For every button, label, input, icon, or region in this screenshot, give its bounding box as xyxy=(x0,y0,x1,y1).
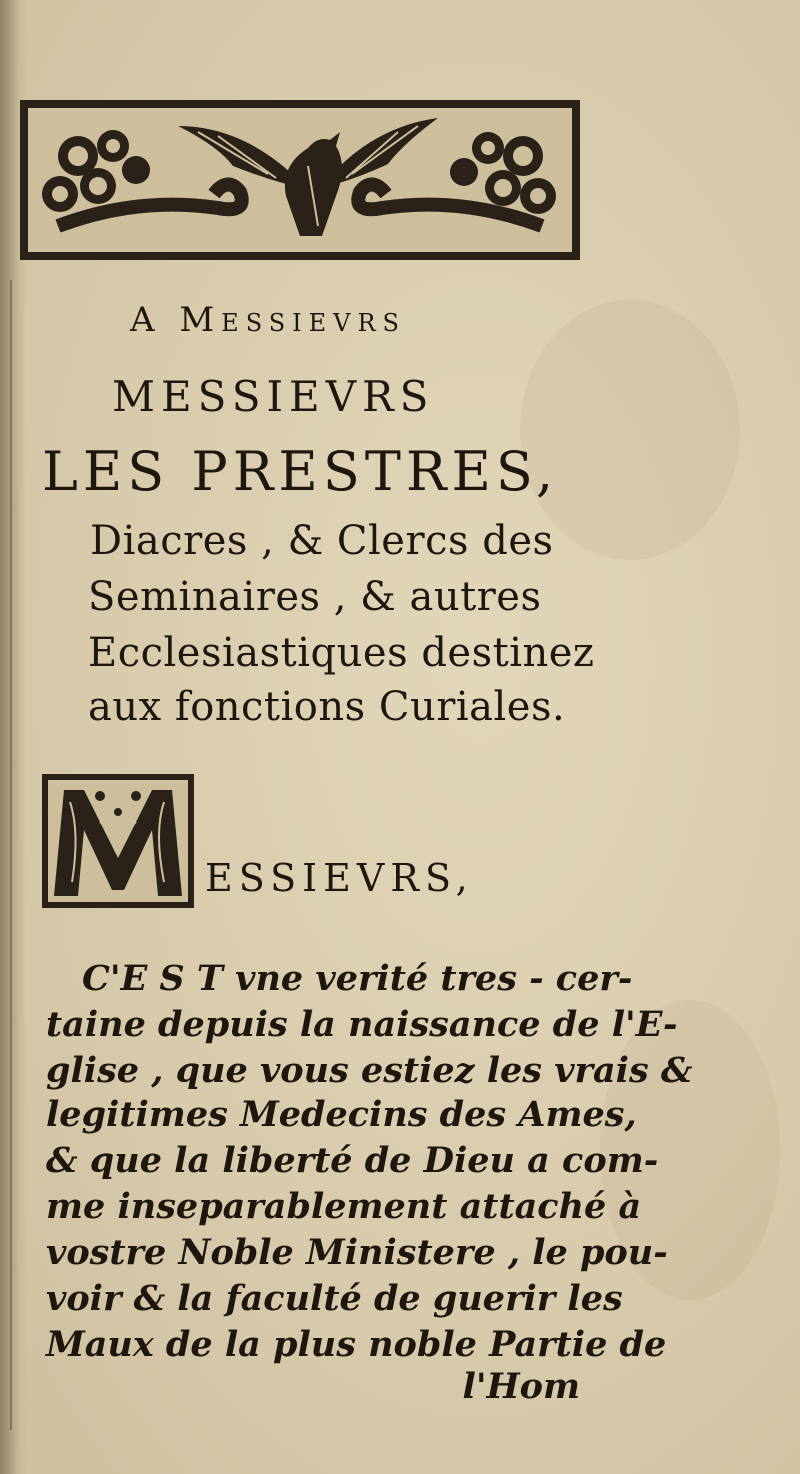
dedication-line: Ecclesiastiques destinez xyxy=(88,630,595,676)
body-line: C'E S T vne verité tres - cer- xyxy=(82,958,633,999)
body-line: voir & la faculté de guerir les xyxy=(46,1278,623,1319)
body-line: me inseparablement attaché à xyxy=(46,1186,642,1227)
catchword: l'Hom xyxy=(462,1366,580,1407)
dedication-line: Diacres , & Clercs des xyxy=(90,518,554,564)
body-line: & que la liberté de Dieu a com- xyxy=(46,1140,659,1181)
heading-messieurs: MESSIEVRS xyxy=(112,372,435,421)
body-line: legitimes Medecins des Ames, xyxy=(46,1094,637,1135)
body-line: glise , que vous estiez les vrais & xyxy=(46,1050,693,1091)
salutation: ESSIEVRS, xyxy=(205,856,474,900)
body-line: vostre Noble Ministere , le pou- xyxy=(46,1232,668,1273)
body-line: Maux de la plus noble Partie de xyxy=(46,1324,667,1365)
dedication-line: Seminaires , & autres xyxy=(88,574,542,620)
heading-a-messieurs: A Messievrs xyxy=(130,300,406,340)
gutter-shadow xyxy=(10,280,12,1430)
dedication-line: aux fonctions Curiales. xyxy=(88,684,566,730)
body-line: taine depuis la naissance de l'E- xyxy=(46,1004,678,1045)
decorated-initial-m-icon xyxy=(40,772,196,910)
ornamental-headpiece-icon xyxy=(18,96,582,264)
headpiece-ornament xyxy=(18,96,582,264)
heading-les-prestres: LES PRESTRES, xyxy=(42,440,559,503)
decorated-initial xyxy=(40,772,196,910)
